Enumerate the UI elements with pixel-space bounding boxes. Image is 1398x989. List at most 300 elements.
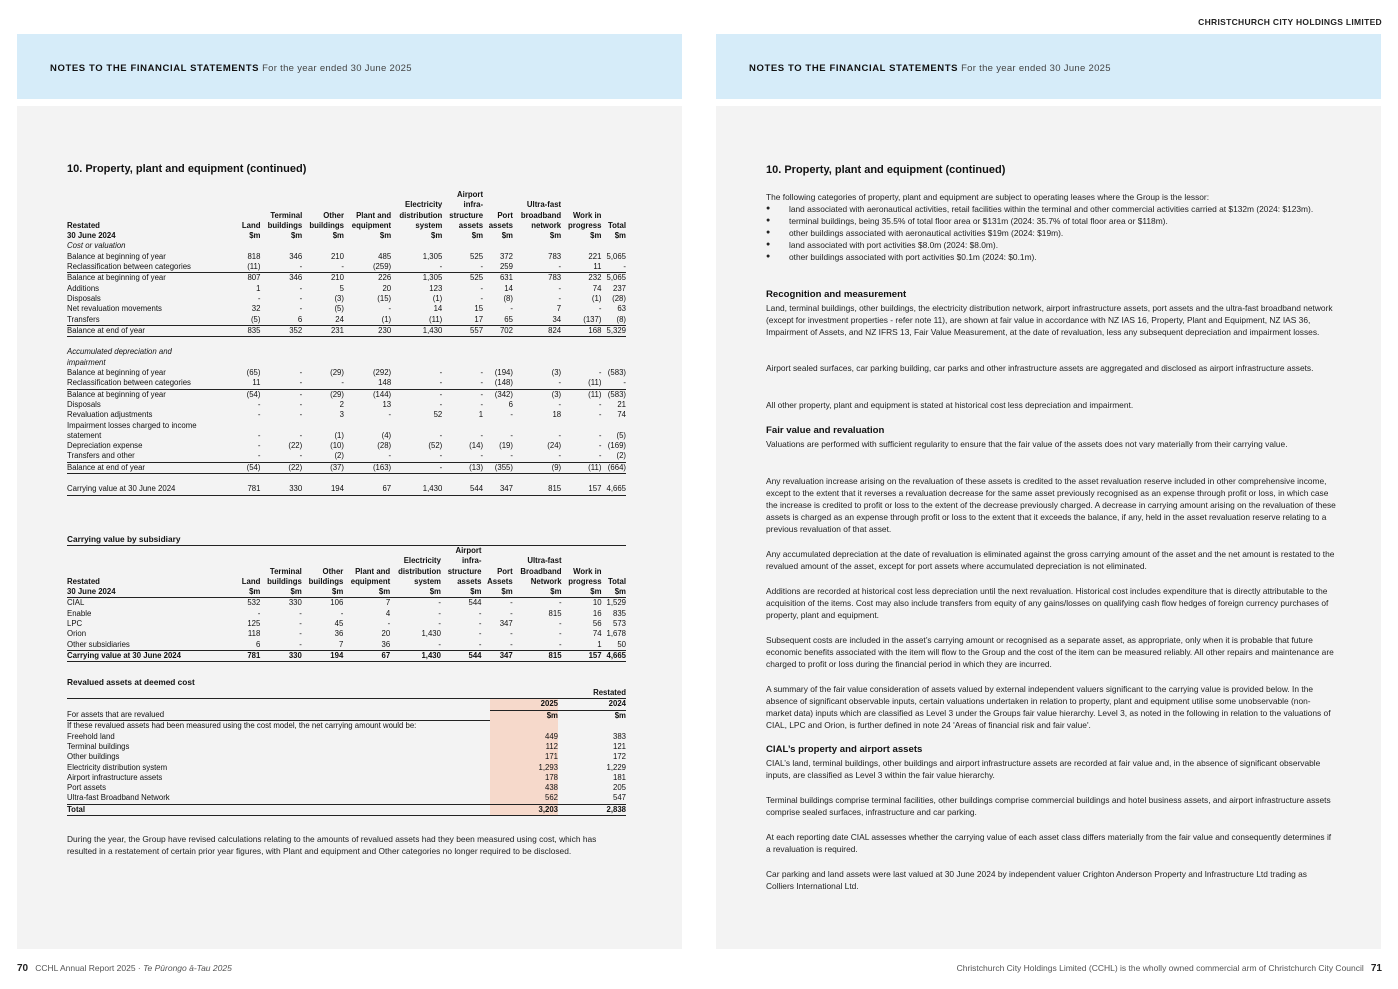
- column-header: [513, 546, 562, 556]
- table-row: [67, 484, 626, 495]
- cell-value: (29): [330, 389, 344, 399]
- column-header: equipment: [351, 220, 392, 230]
- cell-value: 194: [302, 484, 344, 495]
- cell-value: -: [390, 640, 441, 651]
- column-header: [302, 546, 343, 556]
- cell-value: -: [480, 399, 484, 409]
- column-header: broadband: [520, 210, 562, 220]
- cell-value: 7: [302, 640, 343, 651]
- cell-value: 1,430: [391, 484, 442, 495]
- right-header-title: NOTES TO THE FINANCIAL STATEMENTS For the year ended 30 June 2025: [749, 63, 1111, 74]
- cell-value: -: [478, 608, 482, 618]
- cell-value: [442, 347, 483, 357]
- cell-value: (15): [377, 293, 392, 303]
- column-header: Electricity: [405, 200, 443, 210]
- cell-value: 10: [592, 598, 602, 608]
- fair-value-heading: Fair value and revaluation: [766, 425, 885, 436]
- right-section-heading: 10. Property, plant and equipment (continued): [766, 164, 1006, 176]
- cell-value: 2,838: [558, 804, 626, 815]
- column-header: $m: [590, 231, 602, 241]
- cell-value: 67: [344, 484, 391, 495]
- cell-value: 1: [562, 640, 602, 651]
- cell-value: -: [442, 451, 483, 462]
- cell-value: 32: [251, 304, 261, 314]
- cell-value: 330: [288, 598, 302, 608]
- subsidiary-table-body: [67, 598, 626, 662]
- rv-year-2024: 2024: [558, 699, 626, 710]
- column-header: assets: [458, 220, 484, 230]
- cell-value: [561, 421, 601, 431]
- cell-value: [237, 347, 260, 357]
- cell-value: 1,678: [606, 629, 626, 639]
- table-row: [67, 650, 626, 661]
- bullet-item: ● land associated with port activities $8.0m (2024: $8.0m).: [766, 239, 1336, 251]
- column-header: $m: [501, 231, 513, 241]
- cell-value: (54): [237, 462, 260, 473]
- revalued-assets-heading: Revalued assets at deemed cost: [67, 677, 195, 687]
- subsidiary-table-header: [67, 546, 626, 598]
- cell-value: 781: [237, 484, 260, 495]
- cell-value: -: [388, 304, 392, 314]
- cell-value: [561, 241, 601, 251]
- cell-value: 14: [433, 304, 443, 314]
- cell-value: [601, 421, 626, 431]
- left-footer-italic: Te Pūrongo ā-Tau 2025: [143, 963, 232, 973]
- cell-value: (144): [372, 389, 392, 399]
- cell-value: 15: [474, 304, 484, 314]
- table-row: [67, 640, 626, 651]
- cell-value: 20: [381, 629, 391, 639]
- cell-value: 807: [247, 273, 261, 283]
- cell-value: (194): [494, 368, 513, 378]
- cell-value: 16: [592, 608, 602, 618]
- cial-para-3: At each reporting date CIAL assesses whether the carrying value of each asset class differs materially from the fair value and consequently determines if a revaluation is required.: [766, 832, 1332, 855]
- revalued-assets-table: [67, 688, 626, 816]
- cell-value: 485: [378, 251, 392, 261]
- cell-value: 7: [385, 598, 391, 608]
- column-header: $m: [343, 587, 390, 598]
- cell-value: [442, 421, 483, 431]
- column-header: [344, 200, 391, 210]
- cell-value: -: [302, 378, 344, 389]
- cell-value: [391, 358, 442, 368]
- cell-value: [302, 358, 344, 368]
- cell-value: 194: [302, 650, 343, 661]
- lease-intro: The following categories of property, plant and equipment are subject to operating leases where the Group is the lessor:: [766, 192, 1210, 202]
- cell-value: [442, 474, 483, 485]
- column-header: buildings: [267, 576, 302, 586]
- cell-value: -: [480, 293, 484, 303]
- column-header: [237, 200, 260, 210]
- cell-value: 157: [561, 484, 601, 495]
- ppe-movement-table: [67, 190, 626, 496]
- cell-value: 1,229: [606, 762, 626, 772]
- cell-value: 346: [289, 251, 303, 261]
- column-header: $m: [441, 587, 482, 598]
- table-row: [67, 389, 626, 400]
- cell-value: [260, 337, 302, 348]
- table-row: [67, 431, 626, 441]
- cell-value: 168: [561, 325, 601, 336]
- row-label: Transfers and other: [67, 451, 237, 462]
- cell-value: 205: [612, 783, 626, 793]
- cell-value: (22): [260, 462, 302, 473]
- cell-value: -: [561, 451, 601, 462]
- cell-value: (2): [601, 451, 626, 462]
- cell-value: (2): [302, 451, 344, 462]
- cell-value: -: [510, 598, 513, 608]
- cell-value: 231: [302, 325, 344, 336]
- cell-value: -: [483, 451, 513, 462]
- column-header: [67, 211, 237, 221]
- column-header: $m: [237, 587, 260, 598]
- cell-value: -: [480, 283, 484, 293]
- cell-value: 783: [548, 273, 562, 283]
- cell-value: [483, 241, 513, 251]
- cell-value: (1): [432, 293, 443, 303]
- row-label: Additions: [67, 283, 100, 293]
- table-row: [67, 609, 626, 619]
- cell-value: -: [558, 293, 562, 303]
- column-header: assets: [457, 576, 482, 586]
- cell-value: -: [257, 293, 261, 303]
- column-header: [237, 556, 260, 566]
- cell-value: -: [601, 262, 626, 273]
- cell-value: (8): [601, 315, 626, 326]
- cell-value: [442, 241, 483, 251]
- column-header: Plant and: [356, 210, 392, 220]
- cell-value: 6: [260, 315, 302, 326]
- cell-value: -: [439, 399, 443, 409]
- cell-value: -: [299, 304, 303, 314]
- cell-value: -: [340, 608, 344, 618]
- cell-value: 547: [558, 793, 626, 804]
- row-label: [67, 474, 237, 485]
- cell-value: -: [513, 640, 562, 651]
- cell-value: 63: [617, 304, 626, 314]
- cell-value: -: [558, 598, 562, 608]
- row-label: Ultra-fast Broadband Network: [67, 793, 490, 804]
- table-row: [67, 410, 626, 420]
- header-row: [67, 567, 626, 577]
- column-header: Port: [497, 210, 513, 220]
- cell-value: (169): [607, 441, 626, 451]
- cell-value: 5: [339, 283, 344, 293]
- cell-value: [237, 241, 260, 251]
- cell-value: -: [558, 430, 562, 440]
- cell-value: [260, 358, 302, 368]
- cell-value: [344, 421, 391, 431]
- cell-value: -: [260, 451, 302, 462]
- cell-value: (13): [442, 462, 483, 473]
- column-header: buildings: [308, 576, 344, 586]
- column-header: Restated: [67, 576, 100, 586]
- row-label: Enable: [67, 608, 92, 618]
- column-header: $m: [332, 231, 344, 241]
- column-header: network: [531, 220, 562, 230]
- cell-value: [513, 358, 561, 368]
- revalued-assets-paragraph: During the year, the Group have revised calculations relating to the amounts of revalued assets had they been measured using cost, which has resulted in a restatement of certain prior year figures, with Plant and equipment and Other categories no longer required to be disclosed.: [67, 834, 597, 857]
- cell-value: -: [439, 430, 443, 440]
- row-label: Electricity distribution system: [67, 762, 168, 772]
- cell-value: (10): [330, 441, 344, 451]
- column-header: Ultra-fast: [527, 556, 562, 566]
- cell-value: -: [257, 399, 261, 409]
- cell-value: -: [598, 441, 602, 451]
- cell-value: -: [513, 262, 561, 273]
- cell-value: 1,305: [422, 251, 443, 261]
- cell-value: [561, 347, 601, 357]
- cell-value: 1,529: [606, 598, 626, 608]
- row-label: Carrying value at 30 June 2024: [67, 484, 237, 495]
- cell-value: -: [299, 293, 303, 303]
- table-row: [67, 315, 626, 326]
- cell-value: 835: [237, 325, 260, 336]
- table-row: [67, 629, 626, 639]
- column-header: Terminal: [269, 566, 302, 576]
- cell-value: 557: [442, 325, 483, 336]
- column-header: buildings: [309, 220, 344, 230]
- cell-value: 824: [513, 325, 561, 336]
- cell-value: -: [260, 262, 302, 273]
- cell-value: -: [598, 368, 602, 378]
- cell-value: (54): [246, 389, 261, 399]
- right-page-number: 71: [1370, 963, 1382, 974]
- rv-for-assets-label: For assets that are revalued: [67, 710, 490, 721]
- cell-value: [391, 337, 442, 348]
- cell-value: 52: [433, 410, 443, 420]
- table-row: [67, 337, 626, 348]
- cell-value: 181: [612, 772, 626, 782]
- cell-value: 783: [548, 251, 562, 261]
- cell-value: -: [299, 608, 302, 618]
- column-header: [260, 546, 301, 556]
- left-footer-text: CCHL Annual Report 2025 ·: [35, 963, 144, 973]
- right-footer-text: Christchurch City Holdings Limited (CCHL) is the wholly owned commercial arm of Christchurch City Council: [956, 963, 1364, 973]
- cell-value: -: [510, 430, 513, 440]
- cell-value: -: [513, 451, 561, 462]
- column-header: [513, 190, 561, 200]
- cell-value: 6: [508, 399, 513, 409]
- cell-value: 157: [562, 650, 602, 661]
- right-page-header-band: [716, 34, 1381, 99]
- cell-value: [302, 421, 344, 431]
- cell-value: 1: [256, 283, 261, 293]
- column-header: $m: [302, 587, 343, 598]
- cell-value: 11: [561, 262, 601, 273]
- cell-value: [302, 474, 344, 485]
- cell-value: 631: [499, 273, 513, 283]
- cell-value: -: [237, 451, 260, 462]
- table-row: [67, 358, 626, 368]
- cell-value: 210: [330, 251, 344, 261]
- cell-value: (24): [547, 441, 562, 451]
- cell-value: 352: [260, 325, 302, 336]
- cial-para-2: Terminal buildings comprise terminal facilities, other buildings comprise commercial buildings and hotel business assets, and airport infrastructure assets comprise sealed surfaces, infrastructure and car parking.: [766, 795, 1331, 818]
- table-row: [67, 273, 626, 284]
- cell-value: -: [299, 389, 303, 399]
- column-header: $m: [431, 231, 443, 241]
- cell-value: [260, 241, 302, 251]
- cell-value: 835: [612, 608, 626, 618]
- cell-value: -: [257, 430, 261, 440]
- cell-value: [483, 421, 513, 431]
- cell-value: [260, 474, 302, 485]
- cell-value: 221: [588, 251, 602, 261]
- cell-value: -: [598, 304, 602, 314]
- left-header-title: NOTES TO THE FINANCIAL STATEMENTS For the year ended 30 June 2025: [50, 63, 412, 74]
- column-header: distribution: [399, 210, 443, 220]
- column-header: $m: [602, 587, 626, 598]
- column-header: [562, 556, 602, 566]
- cell-value: (11): [561, 462, 601, 473]
- column-header: Terminal: [270, 210, 303, 220]
- cell-value: (5): [334, 304, 344, 314]
- cell-value: (583): [607, 368, 626, 378]
- cell-value: -: [299, 368, 303, 378]
- row-label: Carrying value at 30 June 2024: [67, 650, 237, 661]
- cell-value: [391, 421, 442, 431]
- table-row: [67, 742, 626, 752]
- column-header: Other: [322, 566, 344, 576]
- column-header: [391, 190, 442, 200]
- cell-value: [237, 358, 260, 368]
- cell-value: -: [299, 629, 302, 639]
- cell-value: 65: [483, 315, 513, 326]
- column-header: Work in: [573, 566, 602, 576]
- row-label: Balance at end of year: [67, 325, 237, 336]
- cell-value: 230: [344, 325, 391, 336]
- cell-value: 347: [482, 650, 513, 661]
- column-header: 30 June 2024: [67, 587, 237, 598]
- cell-value: 56: [592, 619, 602, 629]
- cell-value: 24: [302, 315, 344, 326]
- column-header: [67, 200, 237, 210]
- cell-value: 7: [556, 304, 562, 314]
- column-header: Plant and: [355, 566, 391, 576]
- cell-value: [344, 474, 391, 485]
- cell-value: 21: [617, 399, 626, 409]
- cell-value: 4: [385, 608, 391, 618]
- cell-value: [344, 241, 391, 251]
- column-header: $m: [562, 587, 602, 598]
- cell-value: 347: [499, 619, 513, 629]
- column-header: distribution: [398, 566, 441, 576]
- cell-value: 372: [499, 251, 513, 261]
- left-page-number: 70: [17, 963, 29, 974]
- cell-value: 148: [344, 378, 391, 389]
- fair-value-para-5: Subsequent costs are included in the asset’s carrying amount or recognised as a separate asset, as appropriate, only when it is probable that future economic benefits associated with the item will flow to the Group and the cost of the item can be measured reliably. All other repairs and maintenance are charged to profit or loss during the financial period in which they are incurred.: [766, 635, 1334, 670]
- cell-value: 13: [382, 399, 392, 409]
- cell-value: (52): [428, 441, 443, 451]
- ppe-table-header: [67, 190, 626, 241]
- column-header: Electricity: [403, 556, 441, 566]
- row-label: Total: [67, 804, 490, 815]
- cell-value: (19): [499, 441, 513, 451]
- cell-value: (1): [591, 293, 602, 303]
- cell-value: -: [388, 410, 392, 420]
- cell-value: -: [598, 430, 602, 440]
- table-row: [67, 304, 626, 314]
- cell-value: [483, 474, 513, 485]
- cell-value: -: [513, 378, 561, 389]
- cell-value: -: [598, 399, 602, 409]
- cell-value: 3,203: [490, 804, 558, 815]
- cell-value: 815: [513, 650, 562, 661]
- cell-value: -: [438, 608, 441, 618]
- cell-value: (148): [483, 378, 513, 389]
- cell-value: 17: [442, 315, 483, 326]
- cell-value: -: [480, 389, 484, 399]
- cell-value: (9): [513, 462, 561, 473]
- row-label: Transfers: [67, 315, 237, 326]
- table-row: [67, 732, 626, 742]
- table-row: [67, 262, 626, 273]
- cell-value: -: [438, 619, 441, 629]
- cell-value: 11: [237, 378, 260, 389]
- cell-value: 5,065: [606, 251, 626, 261]
- cell-value: [302, 337, 344, 348]
- cell-value: -: [442, 262, 483, 273]
- cell-value: [391, 241, 442, 251]
- rv-unit-2024: $m: [614, 710, 626, 720]
- cell-value: 438: [490, 783, 558, 793]
- column-header: [67, 546, 237, 556]
- column-header: Restated: [67, 220, 100, 230]
- column-header: [390, 546, 441, 556]
- row-label: Impairment losses charged to income: [67, 420, 197, 430]
- bullet-item: ● other buildings associated with port activities $0.1m (2024: $0.1m).: [766, 251, 1336, 263]
- left-section-heading: 10. Property, plant and equipment (continued): [67, 163, 307, 175]
- cell-value: [302, 347, 344, 357]
- cell-value: 330: [260, 650, 301, 661]
- header-row: [67, 190, 626, 200]
- cell-value: (5): [237, 315, 260, 326]
- cell-value: -: [302, 262, 344, 273]
- column-header: progress: [568, 220, 602, 230]
- cell-value: 573: [612, 619, 626, 629]
- cell-value: -: [442, 378, 483, 389]
- cell-value: 6: [237, 640, 260, 651]
- cell-value: (3): [551, 368, 562, 378]
- rv-note: If these revalued assets had been measured using the cost model, the net carrying amount would be:: [67, 721, 417, 731]
- column-header: $m: [249, 231, 261, 241]
- row-label: Terminal buildings: [67, 741, 130, 751]
- lease-bullet-list: [766, 203, 1336, 263]
- column-header: [302, 200, 344, 210]
- cell-value: (14): [469, 441, 484, 451]
- cell-value: -: [439, 389, 443, 399]
- header-row: [67, 231, 626, 241]
- cell-value: 123: [429, 283, 443, 293]
- cell-value: 1,430: [421, 629, 441, 639]
- revalued-assets-table-body: [67, 688, 626, 816]
- column-header: [561, 200, 601, 210]
- cell-value: 36: [343, 640, 390, 651]
- column-header: Total: [607, 220, 626, 230]
- column-header: Total: [607, 576, 626, 586]
- cell-value: -: [391, 462, 442, 473]
- column-header: progress: [568, 576, 602, 586]
- row-label: Reclassification between categories: [67, 378, 237, 389]
- column-header: Airport: [457, 190, 484, 199]
- cell-value: 45: [334, 619, 344, 629]
- column-header: $m: [549, 231, 562, 241]
- cell-value: (11): [588, 389, 602, 399]
- cell-value: 67: [343, 650, 390, 661]
- cell-value: (3): [551, 389, 562, 399]
- cell-value: -: [601, 378, 626, 389]
